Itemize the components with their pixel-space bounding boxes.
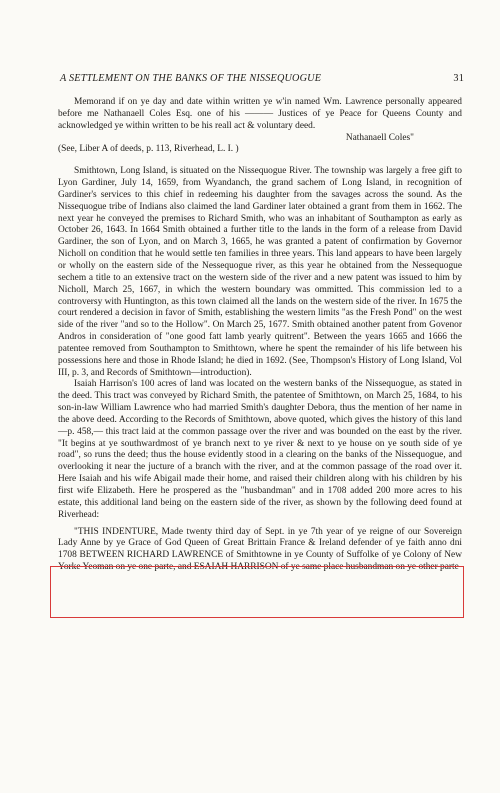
running-title: A SETTLEMENT ON THE BANKS OF THE NISSEQUOGUE	[60, 73, 322, 84]
indenture-paragraph: "THIS INDENTURE, Made twenty third day of Sept. in ye 7th year of ye reigne of our Sovereign Lady Anne by ye Grace of God Queen of Great Brittain France & Ireland defender of ye faith anno dni 1708 BETWEEN RICHARD LAWRENCE of Smithtowne in ye County of Suffolke of ye Colony of New Yorke Yeoman on ye one parte, and ESAIAH HARRISON of ye same place husbandman on ye other parte	[58, 526, 462, 573]
memorandum-paragraph: Memorand if on ye day and date within written ye w'in named Wm. Lawrence personally appeared before me Nathanaell Coles Esq. one of his ——— Justices of ye Peace for Queens County and acknowledged ye within written to be his reall act & voluntary deed.	[58, 97, 462, 131]
page-body	[58, 97, 462, 574]
signature-line: Nathanaell Coles"	[345, 132, 414, 143]
citation-line: (See, Liber A of deeds, p. 113, Riverhead, L. I. )	[58, 144, 239, 155]
harrison-paragraph: Isaiah Harrison's 100 acres of land was located on the western banks of the Nissequogue, as stated in the deed. This tract was conveyed by Richard Smith, the patentee of Smithtown, on March 25, 1684, to his son-in-law William Lawrence who had married Smith's daughter Debora, thus the mention of her name in the above deed. According to the Records of Smithtown, above quoted, which gives the history of this land—p. 458,— this tract laid at the common passage over the river and was bounded on the east by the river. "It begins at ye southwardmost of ye branch next to ye river & next to ye house on ye south side of ye road", so runs the deed; thus the house evidently stood in a clearing on the banks of the Nissequogue, and overlooking it near the jucture of a branch with the river, and at the common passage of the road over it. Here Isaiah and his wife Abigail made their home, and raised their children along with his children by his first wife Elizabeth. Here he prospered as the "husbandman" and in 1708 added 200 more acres to his estate, this additional land being on the eastern side of the river, as shown by the following deed found at Riverhead:	[58, 379, 462, 520]
smithtown-paragraph: Smithtown, Long Island, is situated on the Nissequogue River. The township was largely a free gift to Lyon Gardiner, July 14, 1659, from Wyandanch, the grand sachem of Long Island, in recognition of Gardiner's services to this chief in redeeming his daughter from the savages across the sound. As the Nissequogue tribe of Indians also claimed the land Gardiner later obtained a grant from them in 1662. The next year he conveyed the premises to Richard Smith, who was an inhabitant of Southampton as early as October 26, 1643. In 1664 Smith obtained a further title to the lands in the form of a release from David Gardiner, the son of Lyon, and on March 3, 1665, he was granted a patent of confirmation by Governor Nicholl on condition that he would settle ten families in three years. This land appears to have been largely or wholly on the eastern side of the Nessequogue river, as this year he obtained from the Nessequogue sechem a title to an extensive tract on the western side of the river and a new patent was issued to him by Nicholl, March 25, 1667, in which the western boundary was ommitted. This commission led to a controversy with Huntington, as this town claimed all the lands on the western side of the river. In 1675 the court rendered a decision in favor of Smith, establishing the western limits "as the Fresh Pond" on the west side of the river "and so to the Hollow". On March 25, 1677. Smith obtained another patent from Govenor Andros in consideration of "one good fatt lamb yearly quitrent". Between the years 1665 and 1666 the patentee removed from Southampton to Smithtown, where he spent the remainder of his life between his possessions here and those in Rhode Island; he died in 1692. (See, Thompson's History of Long Island, Vol III, p. 3, and Records of Smithtown—introduction).	[58, 166, 462, 378]
page-number: 31	[453, 73, 464, 84]
